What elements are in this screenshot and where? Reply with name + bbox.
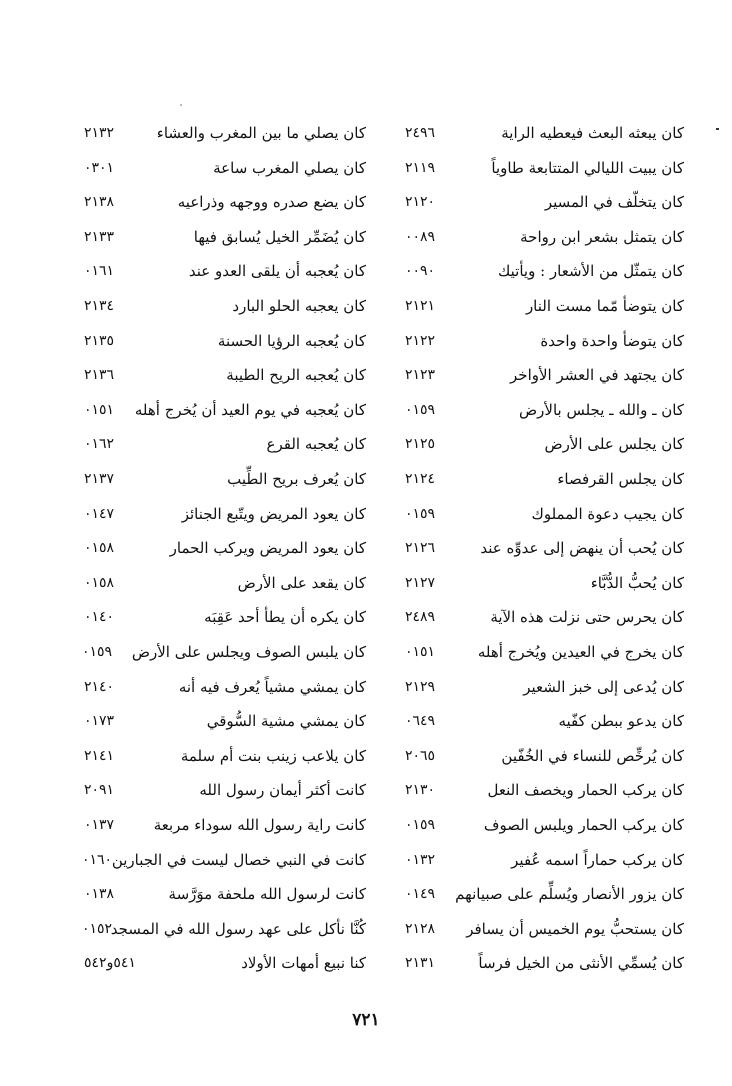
- entry-title: كان يلاعب زينب بنت أم سلمة: [180, 746, 366, 765]
- entry-number: ٠١٦١: [84, 263, 115, 280]
- entry-number: ٠٣٠١: [84, 159, 115, 176]
- entry-number: ٥٤١و٥٤٢: [84, 955, 136, 972]
- index-entry: [0, 602, 732, 632]
- index-entry: [0, 810, 732, 840]
- entry-title: كان يضع صدره ووجهه وذراعيه: [177, 193, 366, 212]
- entry-title: كانت لرسول الله ملحفة موَرَّسة: [168, 885, 366, 904]
- entry-number: ٢١٢٠: [405, 194, 436, 211]
- entry-number: ٠١٧٣: [84, 713, 115, 730]
- index-entry: [0, 326, 732, 356]
- entry-number: ٢١٣٦: [84, 367, 115, 384]
- entry-number: ٢٤٩٦: [405, 125, 436, 141]
- entry-title: كان يصلي ما بين المغرب والعشاء: [156, 124, 366, 142]
- entry-title: كان يخرج في العيدين ويُخرج أهله: [477, 643, 684, 661]
- entry-number: ٢١١٩: [405, 159, 436, 176]
- entry-title: كان يُعجبه القرع: [266, 435, 366, 454]
- entry-title: كان يُسمِّي الأنثى من الخيل فرساً: [478, 954, 684, 973]
- entry-number: ٠١٣٨: [84, 886, 115, 903]
- entry-title: كان يُعرف بريح الطِّيب: [227, 470, 366, 488]
- index-entry: [0, 187, 732, 217]
- entry-title: كان يُحب أن ينهض إلى عدوِّه عند: [480, 539, 684, 558]
- entry-number: ٢١٢٢: [405, 332, 436, 349]
- entry-number: ٢١٤٠: [84, 678, 115, 695]
- index-entry: [0, 672, 732, 702]
- entry-title: كنا نبيع أمهات الأولاد: [241, 954, 366, 973]
- entry-title: كان يتوضأ واحدة واحدة: [540, 331, 684, 350]
- entry-title: كان يمشي مشياً يُعرف فيه أنه: [178, 677, 366, 696]
- entry-title: كان يُضَمِّر الخيل يُسابق فيها: [193, 227, 366, 246]
- index-entry: [0, 395, 732, 425]
- entry-title: كان يلبس الصوف ويجلس على الأرض: [131, 643, 366, 661]
- entry-title: كان يمشي مشية السُّوقي: [206, 712, 366, 731]
- entry-number: ٢٤٨٩: [405, 609, 436, 626]
- entry-title: كانت في النبي خصال ليست في الجبارين: [111, 850, 366, 869]
- entry-number: ٠١٥٨: [84, 574, 115, 591]
- index-entry: [0, 706, 732, 736]
- index-entry: [0, 741, 732, 771]
- index-entry: [0, 291, 732, 321]
- entry-number: ٢١٣٣: [84, 228, 115, 245]
- entry-number: ٠٠٨٩: [405, 228, 436, 245]
- entry-number: ٢١٣٥: [84, 332, 115, 349]
- entry-title: كان يكره أن يطأ أحد عَقِبَه: [204, 608, 366, 627]
- index-entry: [0, 360, 732, 390]
- entry-number: ٠١٥٢: [82, 920, 113, 937]
- entry-title: كان يجتهد في العشر الأواخر: [510, 366, 684, 385]
- index-entry: [0, 845, 732, 875]
- entry-title: كانت راية رسول الله سوداء مربعة: [153, 816, 366, 834]
- scan-speck: [180, 104, 182, 106]
- entry-title: كان يزور الأنصار ويُسلِّم على صبيانهم: [455, 885, 684, 904]
- entry-number: ٠١٦٠: [82, 851, 113, 868]
- entry-number: ٢١٢٩: [405, 678, 436, 695]
- entry-number: ٢١٣٠: [405, 782, 436, 799]
- entry-title: كان يجلس القرفصاء: [557, 470, 684, 488]
- index-entry: [0, 256, 732, 286]
- entry-number: ٢١٣٧: [84, 471, 115, 487]
- entry-number: ٢١٣٢: [84, 125, 115, 141]
- entry-title: كان يركب حماراً اسمه عُفير: [511, 850, 684, 869]
- entry-title: كان يتوضأ مّما مست النار: [525, 297, 684, 315]
- entry-title: كان يتخلّف في المسير: [544, 193, 684, 212]
- entry-number: ٠١٥٩: [405, 505, 436, 522]
- entry-number: ٠٦٤٩: [405, 713, 436, 730]
- index-entry: [0, 948, 732, 978]
- entry-number: ٢١٣١: [405, 955, 436, 972]
- index-entry: [0, 914, 732, 944]
- entry-number: ٠٠٩٠: [405, 263, 436, 280]
- entry-title: كان يُرخِّص للنساء في الخُفّين: [501, 746, 684, 765]
- entry-title: كان يُعجبه في يوم العيد أن يُخرج أهله: [134, 400, 366, 419]
- entry-number: ٠١٦٢: [84, 436, 115, 453]
- entry-number: ٠١٥٩: [82, 644, 113, 660]
- entry-number: ٢١٣٤: [84, 298, 115, 314]
- entry-title: كان يُعجبه الرؤيا الحسنة: [217, 331, 366, 350]
- entry-number: ٢١٢٣: [405, 367, 436, 384]
- entry-title: كان ـ والله ـ يجلس بالأرض: [519, 400, 684, 419]
- entry-number: ٠١٤٠: [84, 609, 115, 626]
- entry-title: كان يحرس حتى نزلت هذه الآية: [490, 608, 684, 627]
- entry-title: كان يعجبه الحلو البارد: [232, 297, 366, 315]
- entry-title: كان يتمثّل من الأشعار : ويأتيك: [497, 262, 684, 281]
- entry-number: ٠١٥٩: [405, 817, 436, 833]
- entry-number: ٢١٢٨: [405, 920, 436, 937]
- index-entry: [0, 637, 732, 667]
- entry-title: كان يستحبُّ يوم الخميس أن يسافر: [466, 919, 684, 938]
- entry-title: كانت أكثر أيمان رسول الله: [199, 781, 366, 800]
- entry-number: ٠١٣٧: [84, 817, 115, 833]
- index-entry: [0, 499, 732, 529]
- entry-number: ٢١٢٥: [405, 436, 436, 453]
- entry-number: ٠١٤٩: [405, 886, 436, 903]
- index-entry: [0, 568, 732, 598]
- index-entry: [0, 222, 732, 252]
- index-entry: [0, 429, 732, 459]
- entry-title: كان يُعجبه أن يلقى العدو عند: [188, 262, 366, 281]
- index-entry: [0, 879, 732, 909]
- entry-title: كان يقعد على الأرض: [237, 573, 366, 592]
- entry-title: كان يبيت الليالي المتتابعة طاوياً: [491, 158, 684, 177]
- entry-title: كان يُعجبه الريح الطيبة: [226, 366, 366, 385]
- index-entry: [0, 775, 732, 805]
- entry-title: كان يدعو ببطن كفّيه: [558, 712, 684, 731]
- entry-number: ٠١٣٢: [405, 851, 436, 868]
- entry-title: كان يركب الحمار ويخصف النعل: [487, 781, 684, 800]
- page-number: ٧٢١: [352, 1010, 380, 1030]
- entry-number: ٢١٢١: [405, 298, 436, 314]
- entry-title: كان يعود المريض ويتّبع الجنائز: [181, 504, 366, 523]
- entry-title: كان يتمثل بشعر ابن رواحة: [520, 227, 684, 246]
- entry-title: كان يُحبُّ الدُّبَّاء: [590, 573, 684, 592]
- entry-number: ٠١٥١: [84, 401, 115, 418]
- entry-title: كُنَّا نأكل على عهد رسول الله في المسجد: [110, 919, 366, 938]
- entry-number: ٢٠٦٥: [405, 747, 436, 764]
- entry-title: كان يجيب دعوة المملوك: [531, 504, 684, 523]
- entry-number: ٢١٤١: [84, 747, 115, 764]
- index-entry: [0, 533, 732, 563]
- entry-title: كان يجلس على الأرض: [544, 435, 684, 454]
- index-entry: [0, 118, 732, 148]
- entry-number: ٢٠٩١: [84, 782, 115, 799]
- entry-number: ٢١٢٤: [405, 471, 436, 487]
- entry-number: ٠١٤٧: [84, 505, 115, 522]
- entry-title: كان يعود المريض ويركب الحمار: [169, 539, 366, 558]
- entry-number: ٠١٥١: [405, 644, 436, 660]
- entry-number: ٢١٣٨: [84, 194, 115, 211]
- entry-number: ٠١٥٩: [405, 401, 436, 418]
- entry-title: كان يركب الحمار ويلبس الصوف: [483, 816, 684, 834]
- entry-number: ٠١٥٨: [84, 540, 115, 557]
- entry-title: كان يبعثه البعث فيعطيه الراية: [501, 124, 684, 142]
- entry-number: ٢١٢٦: [405, 540, 436, 557]
- entry-title: كان يُدعى إلى خبز الشعير: [523, 677, 684, 696]
- entry-number: ٢١٢٧: [405, 574, 436, 591]
- entry-title: كان يصلي المغرب ساعة: [213, 158, 366, 177]
- index-entry: [0, 153, 732, 183]
- index-entry: [0, 464, 732, 494]
